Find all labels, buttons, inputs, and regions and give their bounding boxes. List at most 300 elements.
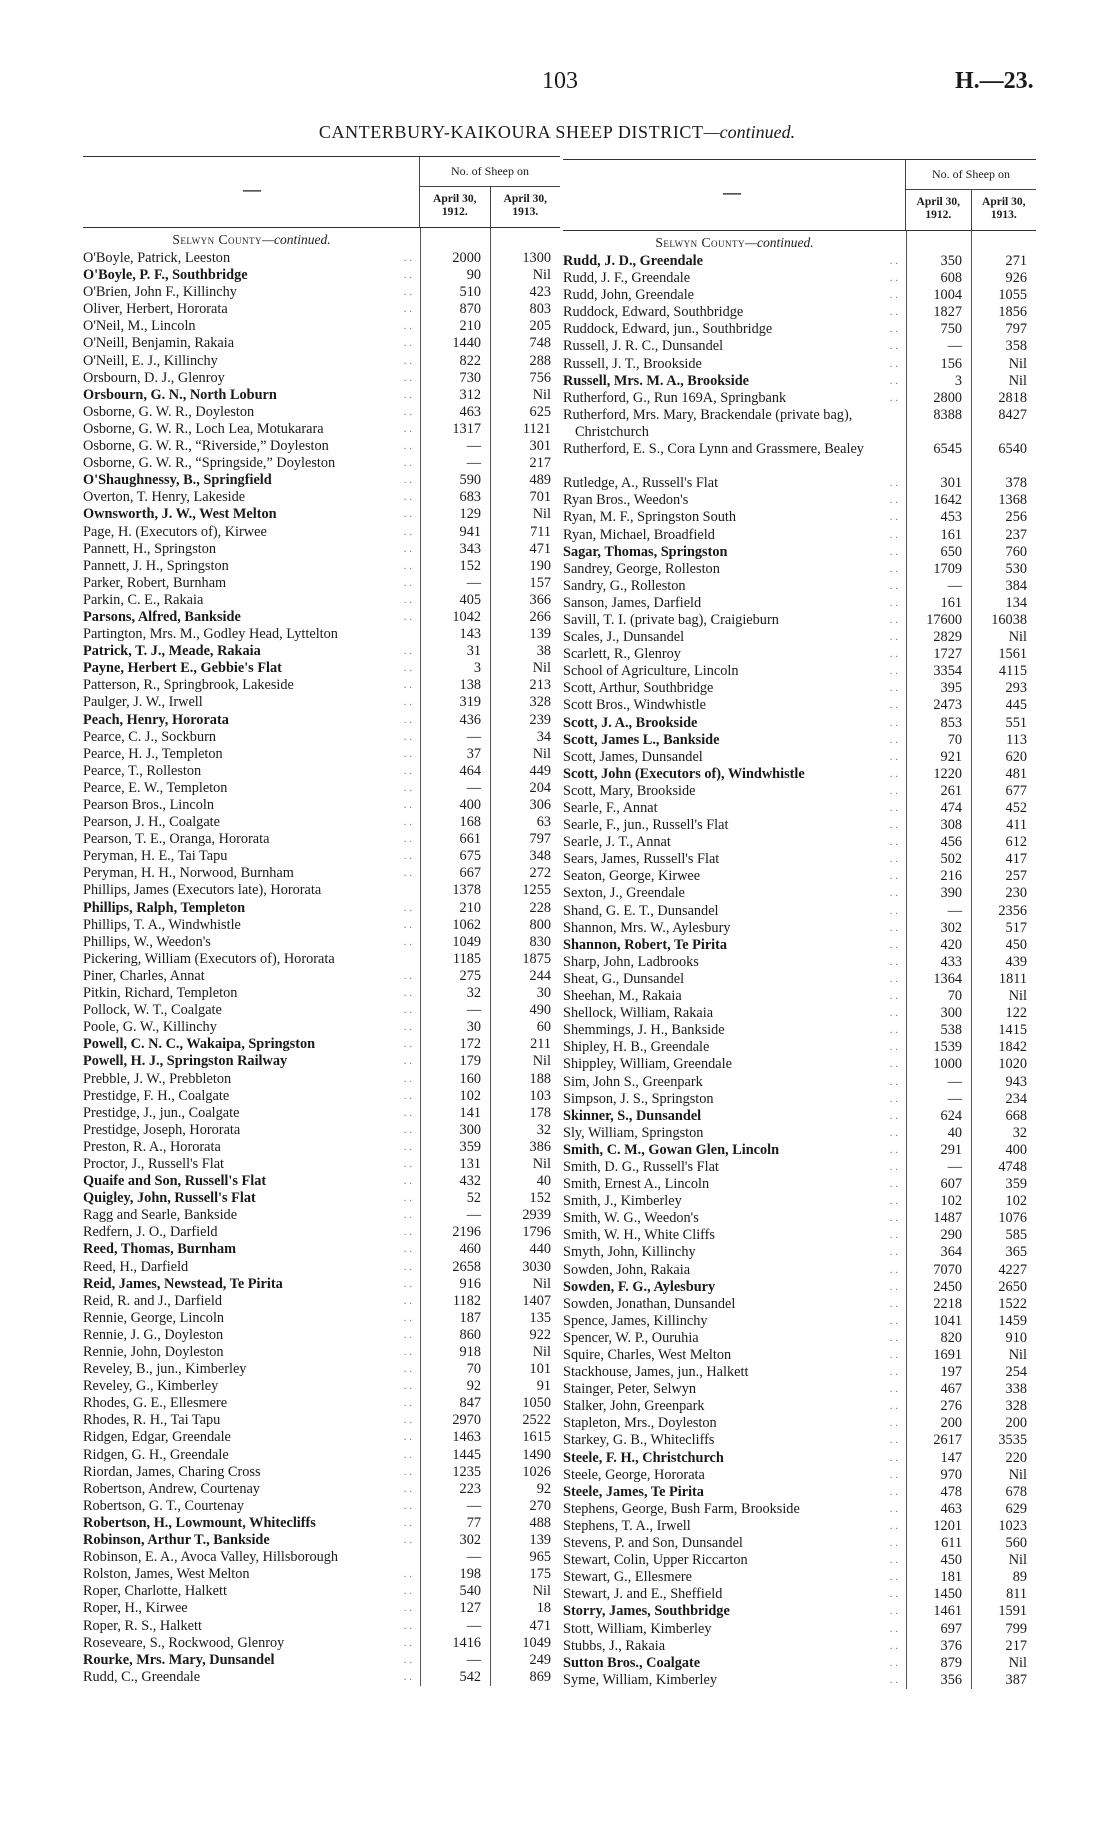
sheep-count-1913: 481 <box>1005 765 1027 782</box>
dot-leader <box>241 609 420 626</box>
table-row <box>563 629 1036 646</box>
table-row <box>563 732 1036 749</box>
dot-leader <box>269 831 420 848</box>
dot-leader <box>696 1381 906 1398</box>
owner-name: Storry, James, Southbridge <box>563 1603 730 1620</box>
dot-leader <box>220 814 420 831</box>
dot-leader <box>717 1415 906 1432</box>
sheep-count-1912: 822 <box>459 352 481 369</box>
owner-name: Reid, R. and J., Darfield <box>83 1292 222 1309</box>
sheep-count-1912: 675 <box>459 848 481 865</box>
dot-leader <box>748 1552 906 1569</box>
sheep-count-1913: 530 <box>1005 560 1027 577</box>
dot-leader <box>261 643 420 660</box>
sheep-count-1912: 390 <box>940 885 962 902</box>
sheep-count-1912: 3 <box>473 660 481 677</box>
table-row <box>83 438 560 455</box>
sheep-count-1912: — <box>466 455 481 472</box>
sheep-count-1912: 1445 <box>452 1446 481 1463</box>
sheep-count-1913: 1415 <box>998 1022 1027 1039</box>
owner-name: Roper, H., Kirwee <box>83 1600 188 1617</box>
owner-name: Pearce, C. J., Sockburn <box>83 728 217 745</box>
table-row <box>563 1176 1036 1193</box>
sheep-count-1912: 359 <box>459 1138 481 1155</box>
sheep-count-1913: 244 <box>529 967 551 984</box>
owner-name: Spence, James, Killinchy <box>563 1312 708 1329</box>
sheep-count-1913: 257 <box>1005 868 1027 885</box>
table-row <box>563 697 1036 714</box>
sheep-count-1912: 210 <box>459 899 481 916</box>
sheep-count-1912: 1235 <box>452 1463 481 1480</box>
table-row <box>563 475 1036 492</box>
dot-leader <box>222 1002 420 1019</box>
table-row <box>83 831 560 848</box>
sheep-count-1912: 432 <box>459 1173 481 1190</box>
table-row <box>563 1039 1036 1056</box>
table-row <box>563 1501 1036 1518</box>
table-row <box>83 1566 560 1583</box>
owner-name: Parsons, Alfred, Bankside <box>83 608 241 625</box>
owner-name: Osborne, G. W. R., “Springside,” Doyleston <box>83 455 336 472</box>
sheep-count-1913: 400 <box>1005 1141 1027 1158</box>
owner-name: Oliver, Herbert, Hororata <box>83 301 228 318</box>
owner-name: Sandry, G., Rolleston <box>563 577 686 594</box>
sheep-count-1912: 463 <box>940 1500 962 1517</box>
sheep-count-1912: 376 <box>940 1637 962 1654</box>
owner-name: Ragg and Searle, Bankside <box>83 1207 238 1224</box>
sheep-count-1913: 551 <box>1005 714 1027 731</box>
table-row <box>83 848 560 865</box>
sheep-count-1913: Nil <box>532 1344 551 1360</box>
dot-leader <box>719 851 906 868</box>
sheep-count-1912: 405 <box>459 591 481 608</box>
owner-name: Preston, R. A., Hororata <box>83 1138 221 1155</box>
sheep-count-1913: 517 <box>1005 919 1027 936</box>
section-heading <box>83 232 420 248</box>
dot-leader <box>718 475 906 492</box>
sheep-count-1912: 102 <box>459 1087 481 1104</box>
dot-leader <box>714 1432 906 1449</box>
sheep-count-1912: — <box>466 1651 481 1668</box>
table-row <box>83 267 560 284</box>
sheep-count-1913: 348 <box>529 848 551 865</box>
owner-name: Smith, W. G., Weedon's <box>563 1210 699 1227</box>
table-row <box>563 1467 1036 1484</box>
sheep-count-1912: 187 <box>459 1309 481 1326</box>
sheep-count-1912: 750 <box>940 321 962 338</box>
owner-name: Rudd, John, Greendale <box>563 287 695 304</box>
owner-name: Rennie, George, Lincoln <box>83 1309 225 1326</box>
dot-leader <box>244 1498 420 1515</box>
sheep-count-1912: 879 <box>940 1654 962 1671</box>
owner-name: Scott, Mary, Brookside <box>563 782 696 799</box>
sheep-count-1913: 378 <box>1005 475 1027 492</box>
sheep-count-1913: 922 <box>529 1326 551 1343</box>
dot-leader <box>231 1071 420 1088</box>
sheep-count-1913: 2939 <box>522 1207 551 1224</box>
sheep-count-1912: 1709 <box>933 560 962 577</box>
owner-name: Sim, John S., Greenpark <box>563 1073 703 1090</box>
dot-leader <box>282 660 420 677</box>
table-row <box>83 387 560 404</box>
sheep-count-1913: 200 <box>1005 1415 1027 1432</box>
dot-leader <box>714 1091 906 1108</box>
sheep-count-1913: 34 <box>536 728 551 745</box>
sheep-count-1913: 799 <box>1005 1620 1027 1637</box>
sheep-count-1913: 230 <box>1005 885 1027 902</box>
table-row <box>83 626 560 643</box>
sheep-count-1912: 1827 <box>933 304 962 321</box>
dot-leader <box>284 1635 420 1652</box>
dot-leader <box>261 1464 420 1481</box>
owner-name: Smith, D. G., Russell's Flat <box>563 1158 719 1175</box>
table-row <box>563 1518 1036 1535</box>
sheep-count-1912: 1378 <box>452 882 481 899</box>
sheep-count-1912: 129 <box>459 506 481 523</box>
owner-name: Russell, J. R. C., Dunsandel <box>563 338 724 355</box>
sheep-count-1912: 1416 <box>452 1634 481 1651</box>
dot-leader <box>246 1361 420 1378</box>
sheep-count-1912: 160 <box>459 1070 481 1087</box>
owner-name: Ryan, Michael, Broadfield <box>563 526 715 543</box>
sheep-count-1912: 467 <box>940 1381 962 1398</box>
dot-leader <box>786 390 906 407</box>
sheep-count-1912: 172 <box>459 1036 481 1053</box>
owner-name: Scott, James L., Bankside <box>563 731 720 748</box>
table-row <box>83 1105 560 1122</box>
dot-leader <box>779 1142 906 1159</box>
sheep-count-1913: Nil <box>1008 988 1027 1005</box>
owner-name: Shannon, Robert, Te Pirita <box>563 936 728 953</box>
sheep-count-1913: 338 <box>1005 1381 1027 1398</box>
dot-leader <box>692 1569 906 1586</box>
owner-name: Ridgen, G. H., Greendale <box>83 1446 229 1463</box>
table-row <box>563 253 1036 270</box>
table-row <box>563 509 1036 526</box>
dot-leader <box>203 592 420 609</box>
sheep-count-1912: 275 <box>459 967 481 984</box>
sheep-count-1913: 271 <box>1005 253 1027 269</box>
dot-leader <box>226 575 420 592</box>
dot-leader <box>724 1450 906 1467</box>
owner-name: Rutherford, G., Run 169A, Springbank <box>563 389 787 406</box>
dot-leader <box>234 335 420 352</box>
table-row <box>83 1515 560 1532</box>
owner-name: Pitkin, Richard, Templeton <box>83 985 238 1002</box>
owner-name: Piner, Charles, Annat <box>83 967 205 984</box>
sheep-count-1913: 63 <box>536 814 551 831</box>
sheep-count-1913: 18 <box>536 1600 551 1617</box>
sheep-count-1913: 256 <box>1005 509 1027 526</box>
table-row <box>563 1244 1036 1261</box>
owner-name: Osborne, G. W. R., Doyleston <box>83 403 255 420</box>
sheep-count-1913: 266 <box>529 608 551 625</box>
section-suffix: —continued. <box>262 232 331 247</box>
sheep-count-1912: — <box>947 902 962 919</box>
table-row <box>83 609 560 626</box>
owner-name: Smith, C. M., Gowan Glen, Lincoln <box>563 1141 780 1158</box>
owner-name: Ruddock, Edward, jun., Southbridge <box>563 321 773 338</box>
dot-leader <box>267 524 420 541</box>
table-body <box>83 228 560 1686</box>
sheep-count-1913: Nil <box>1008 1552 1027 1569</box>
sheep-count-1913: 8427 <box>998 406 1027 423</box>
sheep-count-1913: 188 <box>529 1070 551 1087</box>
table-row <box>563 646 1036 663</box>
table-row <box>83 1412 560 1429</box>
sheep-count-1912: 92 <box>466 1378 481 1395</box>
dot-leader <box>805 766 906 783</box>
table-row <box>83 575 560 592</box>
owner-name: Stephens, George, Bush Farm, Brookside <box>563 1500 800 1517</box>
sheep-count-1913: Nil <box>532 386 551 403</box>
dot-leader <box>237 284 420 301</box>
table-row <box>563 1621 1036 1638</box>
owner-name: O'Neil, M., Lincoln <box>83 318 196 335</box>
sheep-count-1913: 1591 <box>998 1603 1027 1620</box>
sheep-count-1912: 302 <box>940 919 962 936</box>
sheep-count-1913: 1407 <box>522 1292 551 1309</box>
sheep-count-1913: 926 <box>1005 270 1027 287</box>
owner-name: Robinson, E. A., Avoca Valley, Hillsborough <box>83 1549 339 1566</box>
table-row <box>563 937 1036 954</box>
sheep-count-1912: 921 <box>940 748 962 765</box>
dot-leader <box>719 1159 906 1176</box>
table-row <box>563 1569 1036 1586</box>
table-row <box>563 1262 1036 1279</box>
dot-leader <box>294 677 420 694</box>
table-row <box>563 1415 1036 1432</box>
sheep-count-1912: — <box>466 728 481 745</box>
dot-leader <box>728 817 906 834</box>
owner-name: Robinson, Arthur T., Bankside <box>83 1532 270 1549</box>
sheep-count-1913: 122 <box>1005 1005 1027 1022</box>
table-row <box>563 407 1036 441</box>
table-row <box>563 1484 1036 1501</box>
table-header <box>83 156 560 228</box>
sheep-count-1913: 3535 <box>998 1432 1027 1449</box>
owner-name: Shand, G. E. T., Dunsandel <box>563 902 719 919</box>
owner-name: Sharp, John, Ladbrooks <box>563 953 699 970</box>
sheep-count-1913: 384 <box>1005 577 1027 594</box>
sheep-count-1913: 1561 <box>998 646 1027 663</box>
left-table <box>83 156 560 1686</box>
owner-name: Stephens, T. A., Irwell <box>563 1517 691 1534</box>
table-row <box>563 1364 1036 1381</box>
sheep-count-1912: 436 <box>459 711 481 728</box>
sheep-count-1912: — <box>466 1617 481 1634</box>
sheep-count-1913: 2650 <box>998 1278 1027 1295</box>
sheep-count-1912: — <box>947 1073 962 1090</box>
owner-name: Spencer, W. P., Ouruhia <box>563 1329 699 1346</box>
table-row <box>83 1583 560 1600</box>
dot-leader <box>223 746 420 763</box>
sheep-count-1913: 288 <box>529 352 551 369</box>
owner-name: Rudd, J. F., Greendale <box>563 270 691 287</box>
dot-leader <box>241 917 420 934</box>
table-row <box>83 1088 560 1105</box>
sheep-count-1913: 803 <box>529 301 551 318</box>
sheep-count-1913: 677 <box>1005 782 1027 799</box>
sheep-count-1912: 308 <box>940 817 962 834</box>
table-row <box>83 712 560 729</box>
dot-leader <box>704 1484 906 1501</box>
sheep-count-1913: 4227 <box>998 1261 1027 1278</box>
sheep-count-1912: 730 <box>459 369 481 386</box>
table-row <box>83 1361 560 1378</box>
owner-name: Sheehan, M., Rakaia <box>563 988 682 1005</box>
table-row <box>83 729 560 746</box>
owner-name: Patrick, T. J., Meade, Rakaia <box>83 643 261 660</box>
sheep-count-1913: 450 <box>1005 936 1027 953</box>
dot-leader <box>196 318 420 335</box>
owner-name: Peach, Henry, Hororata <box>83 711 229 728</box>
dot-leader <box>700 868 906 885</box>
sheep-count-1913: 178 <box>529 1104 551 1121</box>
owner-name: Sears, James, Russell's Flat <box>563 851 720 868</box>
sheep-count-1912: 463 <box>459 403 481 420</box>
dot-leader <box>682 1193 906 1210</box>
sheep-count-1912: 661 <box>459 831 481 848</box>
sheep-count-1913: 797 <box>529 831 551 848</box>
sheep-count-1913: 32 <box>1012 1124 1027 1141</box>
sheep-count-1912: — <box>466 574 481 591</box>
dot-leader <box>730 920 906 937</box>
sheep-count-1912: 161 <box>940 594 962 611</box>
table-row <box>563 715 1036 732</box>
dot-leader <box>696 783 907 800</box>
dot-leader <box>703 253 906 270</box>
sheep-count-1912: — <box>466 1497 481 1514</box>
sheep-count-1912: 216 <box>940 868 962 885</box>
sheep-count-1912: 200 <box>940 1415 962 1432</box>
table-row <box>83 1002 560 1019</box>
owner-name: Proctor, J., Russell's Flat <box>83 1155 225 1172</box>
owner-name: Ownsworth, J. W., West Melton <box>83 506 277 523</box>
sheep-count-1913: 102 <box>1005 1193 1027 1210</box>
sheep-count-1913: Nil <box>1008 1347 1027 1363</box>
sheep-count-1912: 102 <box>940 1193 962 1210</box>
table-row <box>83 1532 560 1549</box>
sheep-count-1912: 147 <box>940 1449 962 1466</box>
owner-name: O'Boyle, P. F., Southbridge <box>83 267 248 284</box>
sheep-count-1913: 205 <box>529 318 551 335</box>
owner-name: Starkey, G. B., Whitecliffs <box>563 1432 715 1449</box>
dot-leader <box>665 1638 906 1655</box>
dot-leader <box>229 1088 420 1105</box>
dot-leader <box>730 1603 906 1620</box>
table-row <box>83 1310 560 1327</box>
dot-leader <box>715 1279 906 1296</box>
sheep-count-1913: 217 <box>1005 1637 1027 1654</box>
dot-leader <box>227 1583 420 1600</box>
owner-name: Scott Bros., Windwhistle <box>563 697 706 714</box>
sheep-count-1913: 270 <box>529 1497 551 1514</box>
sheep-count-1912: 210 <box>459 318 481 335</box>
sheep-count-1913: 678 <box>1005 1483 1027 1500</box>
sheep-count-1913: 1368 <box>998 492 1027 509</box>
sheep-count-1912: 590 <box>459 472 481 489</box>
dot-leader <box>682 988 906 1005</box>
dot-leader <box>709 1176 906 1193</box>
sheep-count-1912: 395 <box>940 680 962 697</box>
dot-leader <box>223 1327 420 1344</box>
owner-name: Savill, T. I. (private bag), Craigieburn <box>563 611 779 628</box>
sheep-count-1912: — <box>947 577 962 594</box>
owner-name: Stainger, Peter, Selwyn <box>563 1381 697 1398</box>
owner-name: Pickering, William (Executors of), Hororata <box>83 950 335 967</box>
table-row <box>563 971 1036 988</box>
dot-leader <box>717 1672 906 1689</box>
sheep-count-1913: 449 <box>529 762 551 779</box>
sheep-count-1912: 276 <box>940 1398 962 1415</box>
sheep-count-1912: 17600 <box>926 611 962 628</box>
owner-name: O'Brien, John F., Killinchy <box>83 284 237 301</box>
sheep-count-1913: 175 <box>529 1566 551 1583</box>
dot-leader <box>743 1535 906 1552</box>
sheep-count-1913: 1615 <box>522 1429 551 1446</box>
dot-leader <box>294 865 420 882</box>
owner-name: Ryan Bros., Weedon's <box>563 492 689 509</box>
table-row <box>83 1190 560 1207</box>
table-row <box>563 1450 1036 1467</box>
sheep-count-1912: 1539 <box>933 1039 962 1056</box>
dot-leader <box>731 1347 906 1364</box>
owner-name: Stewart, Colin, Upper Riccarton <box>563 1552 748 1569</box>
section-heading <box>563 235 906 251</box>
owner-name: Shippley, William, Greendale <box>563 1056 732 1073</box>
table-body <box>563 231 1036 1689</box>
dot-leader <box>749 373 906 390</box>
dot-leader <box>250 1566 420 1583</box>
owner-name: Sowden, F. G., Aylesbury <box>563 1278 716 1295</box>
sheep-count-1913: 440 <box>529 1241 551 1258</box>
owner-name: Prestidge, Joseph, Hororata <box>83 1121 241 1138</box>
sheep-count-1912: 847 <box>459 1395 481 1412</box>
owner-name: Smith, J., Kimberley <box>563 1193 682 1210</box>
sheep-count-1912: 1042 <box>452 608 481 625</box>
sheep-count-1913: 1121 <box>522 420 551 437</box>
sheep-count-1913: 249 <box>529 1651 551 1668</box>
table-row <box>563 1672 1036 1689</box>
dot-leader <box>722 1586 906 1603</box>
sheep-count-1913: 1811 <box>998 970 1027 987</box>
owner-name: Partington, Mrs. M., Godley Head, Lyttelton <box>83 626 338 643</box>
dot-leader <box>224 1310 420 1327</box>
owner-name: Pannett, H., Springston <box>83 540 217 557</box>
sheep-count-1912: 970 <box>940 1466 962 1483</box>
sheep-count-1912: 2450 <box>933 1278 962 1295</box>
owner-name: Prestidge, F. H., Coalgate <box>83 1087 230 1104</box>
table-row <box>563 1296 1036 1313</box>
sheep-count-1913: 359 <box>1005 1176 1027 1193</box>
sheep-count-1913: 190 <box>529 557 551 574</box>
sheep-count-1912: 456 <box>940 834 962 851</box>
sheep-count-1912: 127 <box>459 1600 481 1617</box>
sheep-count-1913: 328 <box>529 694 551 711</box>
table-row <box>563 527 1036 544</box>
sheep-count-1912: — <box>947 1158 962 1175</box>
sheep-count-1913: 748 <box>529 335 551 352</box>
dot-leader <box>203 694 420 711</box>
owner-name: Syme, William, Kimberley <box>563 1671 718 1688</box>
sheep-count-1912: 460 <box>459 1241 481 1258</box>
dot-leader <box>248 267 420 284</box>
sheep-count-1913: 2356 <box>998 902 1027 919</box>
owner-name: Parkin, C. E., Rakaia <box>83 591 204 608</box>
sheep-count-1913: 560 <box>1005 1535 1027 1552</box>
owner-name: Rolston, James, West Melton <box>83 1566 250 1583</box>
